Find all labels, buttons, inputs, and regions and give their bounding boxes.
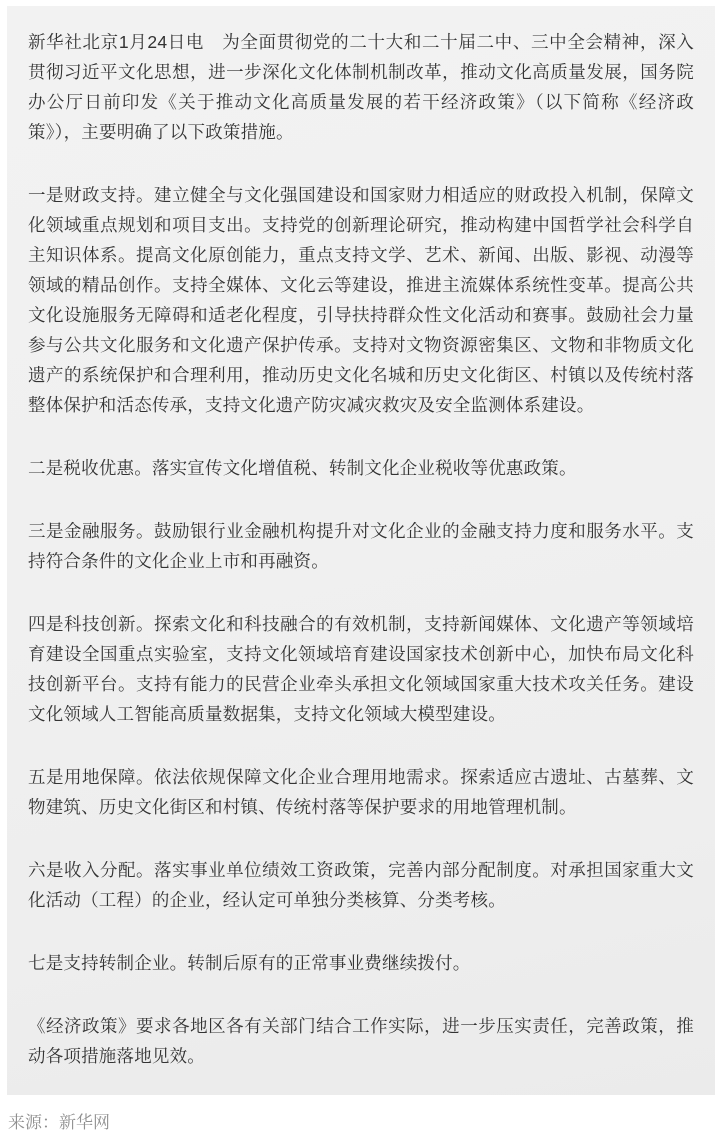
article-body (7, 6, 715, 1095)
article-paragraph-land-guarantee: 五是用地保障。依法依规保障文化企业合理用地需求。探索适应古遗址、古墓葬、文物建筑、历史文化街区和村镇、传统村落等保护要求的用地管理机制。 (28, 767, 694, 817)
article-paragraph-tech-innovation: 四是科技创新。探索文化和科技融合的有效机制，支持新闻媒体、文化遗产等领域培育建设全国重点实验室，支持文化领域培育建设国家技术创新中心，加快布局文化科技创新平台。支持有能力的民营企业牵头承担文化领域国家重大技术攻关任务。建设文化领域人工智能高质量数据集，支持文化领域大模型建设。 (28, 614, 694, 724)
source-caption: 来源：新华网 (8, 1113, 110, 1132)
article-paragraph-lead: 新华社北京1月24日电 为全面贯彻党的二十大和二十届二中、三中全会精神，深入贯彻习近平文化思想，进一步深化文化体制机制改革，推动文化高质量发展，国务院办公厅日前印发《关于推动文化高质量发展的若干经济政策》（以下简称《经济政策》），主要明确了以下政策措施。 (28, 32, 694, 142)
article-paragraph-fiscal-support: 一是财政支持。建立健全与文化强国建设和国家财力相适应的财政投入机制，保障文化领域重点规划和项目支出。支持党的创新理论研究，推动构建中国哲学社会科学自主知识体系。提高文化原创能力，重点支持文学、艺术、新闻、出版、影视、动漫等领域的精品创作。支持全媒体、文化云等建设，推进主流媒体系统性变革。提高公共文化设施服务无障碍和适老化程度，引导扶持群众性文化活动和赛事。鼓励社会力量参与公共文化服务和文化遗产保护传承。支持对文物资源密集区、文物和非物质文化遗产的系统保护和合理利用，推动历史文化名城和历史文化街区、村镇以及传统村落整体保护和活态传承，支持文化遗产防灾减灾救灾及安全监测体系建设。 (28, 185, 694, 415)
article-paragraph-closing: 《经济政策》要求各地区各有关部门结合工作实际，进一步压实责任，完善政策，推动各项措施落地见效。 (28, 1016, 694, 1066)
article-paragraph-converted-enterprises: 七是支持转制企业。转制后原有的正常事业费继续拨付。 (28, 953, 471, 973)
article-paragraph-income-distribution: 六是收入分配。落实事业单位绩效工资政策，完善内部分配制度。对承担国家重大文化活动（工程）的企业，经认定可单独分类核算、分类考核。 (28, 860, 694, 910)
article-paragraph-financial-services: 三是金融服务。鼓励银行业金融机构提升对文化企业的金融支持力度和服务水平。支持符合条件的文化企业上市和再融资。 (28, 521, 694, 571)
article-paragraph-tax-preference: 二是税收优惠。落实宣传文化增值税、转制文化企业税收等优惠政策。 (28, 458, 577, 478)
